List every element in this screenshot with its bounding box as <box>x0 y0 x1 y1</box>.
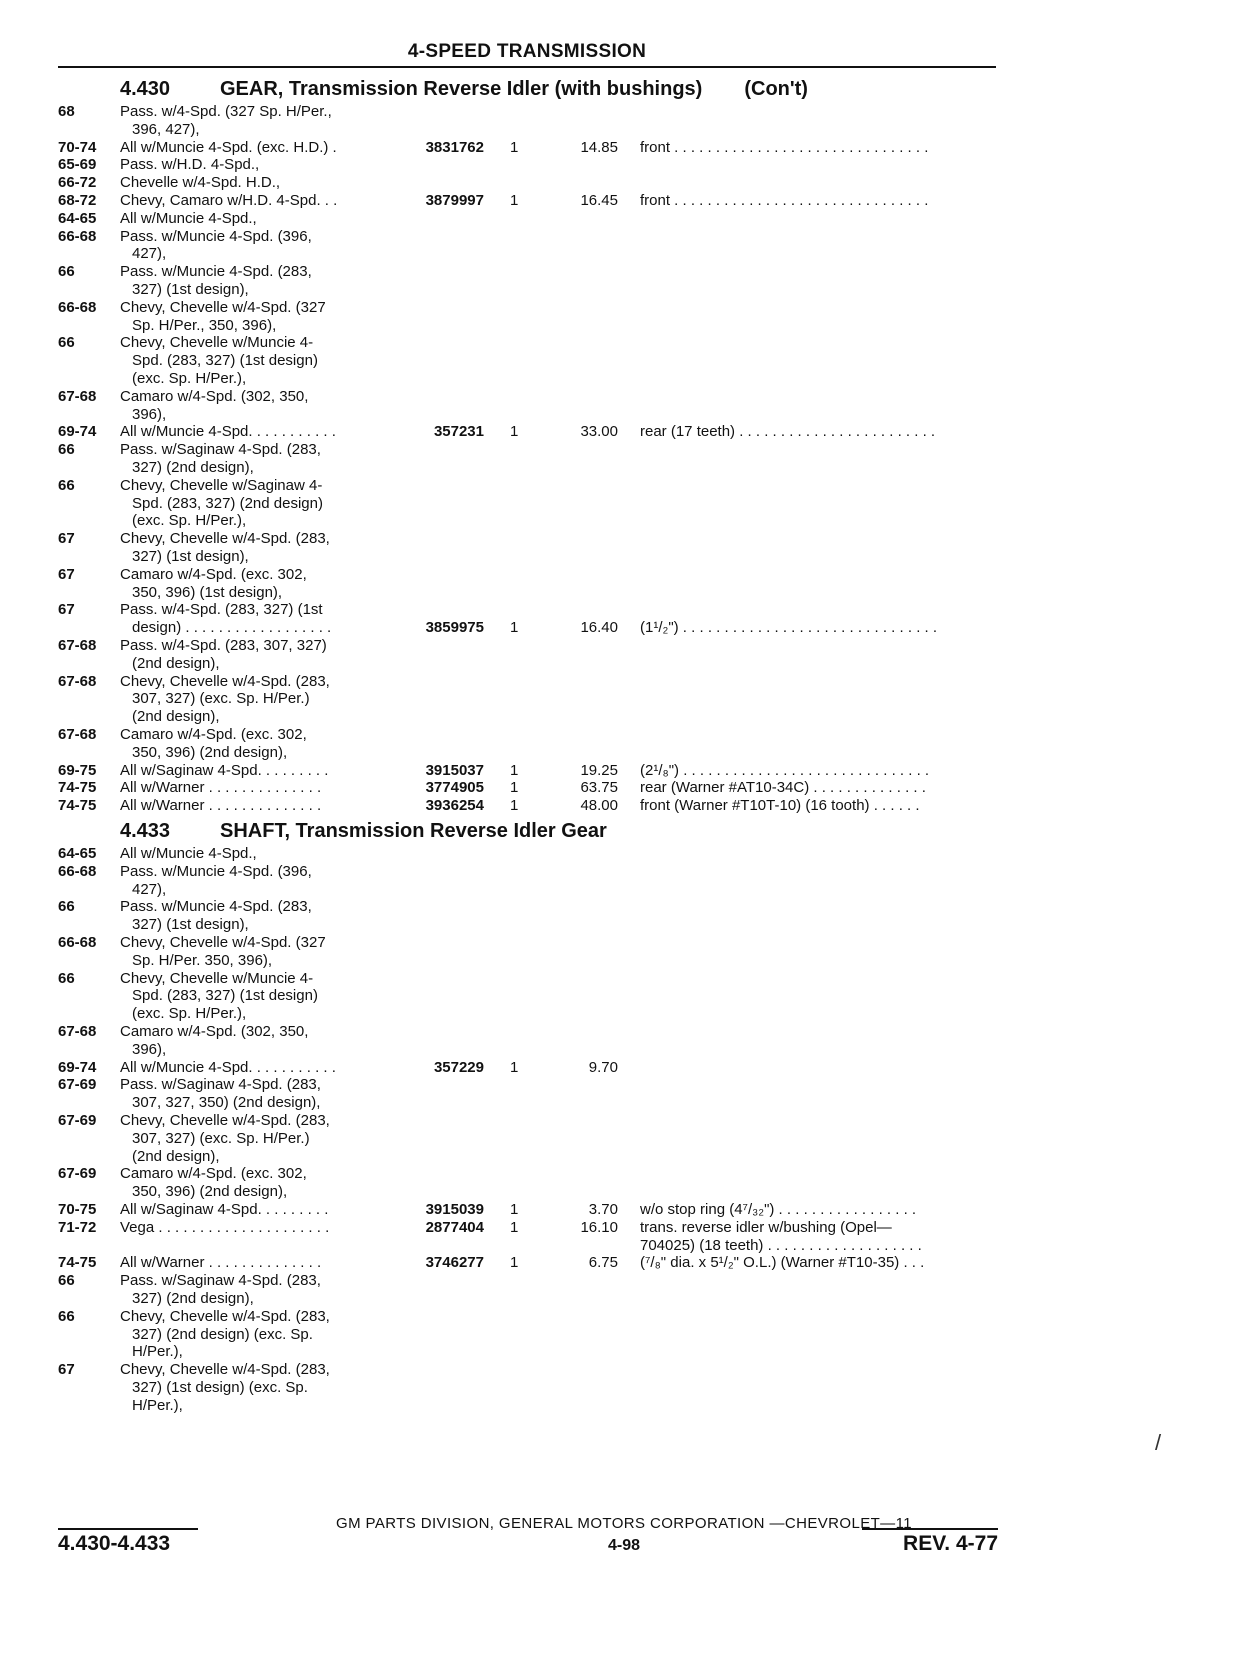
table-row <box>58 459 998 477</box>
note: front . . . . . . . . . . . . . . . . . . . . . . . . . . . . . . . <box>640 138 929 156</box>
application-description: Chevy, Chevelle w/4-Spd. (283, <box>120 530 330 548</box>
footer-page-number: 4-98 <box>607 1537 641 1554</box>
table-row <box>58 156 998 174</box>
application-description: Camaro w/4-Spd. (exc. 302, <box>120 1165 307 1183</box>
table-row <box>58 673 998 691</box>
year-range: 66 <box>58 476 75 494</box>
table-row <box>58 1379 998 1397</box>
table-row <box>58 934 998 952</box>
application-description: Camaro w/4-Spd. (302, 350, <box>120 1023 309 1040</box>
part-number: 3915039 <box>425 1201 484 1218</box>
table-row <box>58 441 998 459</box>
year-range: 67-68 <box>58 637 97 654</box>
quantity: 1 <box>510 1201 519 1218</box>
application-description: Chevy, Chevelle w/4-Spd. (283, <box>120 672 330 690</box>
table-row <box>58 495 998 513</box>
year-range: 67-69 <box>58 1112 97 1129</box>
price: 16.10 <box>580 1218 618 1236</box>
table-row <box>58 334 998 352</box>
section-title: SHAFT, Transmission Reverse Idler Gear <box>220 820 607 842</box>
year-range: 74-75 <box>58 1254 97 1272</box>
table-row <box>58 263 998 281</box>
table-row <box>58 174 998 192</box>
price: 33.00 <box>580 423 618 441</box>
year-range: 69-75 <box>58 761 97 779</box>
application-description: Chevy, Camaro w/H.D. 4-Spd. . . <box>120 192 338 209</box>
table-row <box>58 530 998 548</box>
table-row <box>58 388 998 406</box>
application-description: Chevy, Chevelle w/4-Spd. (283, <box>120 1361 330 1379</box>
table-row <box>58 423 998 441</box>
table-row <box>58 881 998 899</box>
quantity: 1 <box>510 797 519 815</box>
application-description: Chevy, Chevelle w/Muncie 4- <box>120 334 314 352</box>
table-row <box>58 1272 998 1290</box>
application-description: H/Per.), <box>132 1396 183 1414</box>
application-description: Pass. w/Muncie 4-Spd. (283, <box>120 898 312 916</box>
application-description: Camaro w/4-Spd. (exc. 302, <box>120 565 307 583</box>
note: (⁷/₈" dia. x 5¹/₂" O.L.) (Warner #T10-35) . . . <box>640 1254 925 1272</box>
note: (2¹/₈") . . . . . . . . . . . . . . . . . . . . . . . . . . . . . . <box>640 761 930 779</box>
year-range: 66 <box>58 898 75 916</box>
application-description: Pass. w/Saginaw 4-Spd. (283, <box>120 1076 321 1094</box>
year-range: 65-69 <box>58 156 97 174</box>
part-number: 3936254 <box>425 797 484 815</box>
note: (1¹/₂") . . . . . . . . . . . . . . . . . . . . . . . . . . . . . . . <box>640 619 938 637</box>
application-description: Camaro w/4-Spd. (exc. 302, <box>120 726 307 743</box>
application-description: All w/Warner . . . . . . . . . . . . . . <box>120 779 322 797</box>
application-description: 350, 396) (2nd design), <box>132 1183 288 1201</box>
year-range: 69-74 <box>58 423 97 441</box>
part-number: 3831762 <box>425 138 484 156</box>
section-heading-4430 <box>120 78 808 101</box>
year-range: 67-68 <box>58 387 97 405</box>
section-title: GEAR, Transmission Reverse Idler (with bushings) <box>220 78 703 100</box>
application-description: Chevy, Chevelle w/Saginaw 4- <box>120 476 323 494</box>
part-number: 3774905 <box>425 779 484 797</box>
year-range: 67-68 <box>58 1023 97 1040</box>
table-row <box>58 477 998 495</box>
price: 63.75 <box>580 779 618 797</box>
table-row <box>58 1148 998 1166</box>
table-row <box>58 1130 998 1148</box>
application-description: 427), <box>132 245 167 263</box>
footer-corporation: GM PARTS DIVISION, GENERAL MOTORS CORPORATION —CHEVROLET—11 <box>336 1515 912 1532</box>
table-row <box>58 103 998 121</box>
section-continued: (Con't) <box>744 78 808 100</box>
application-description: All w/Warner . . . . . . . . . . . . . . <box>120 797 322 815</box>
table-row <box>58 952 998 970</box>
table-row <box>58 637 998 655</box>
table-row <box>58 245 998 263</box>
year-range: 67 <box>58 530 75 548</box>
table-row <box>58 1308 998 1326</box>
application-description: Chevy, Chevelle w/4-Spd. (327 <box>120 298 326 316</box>
table-row <box>58 1361 998 1379</box>
application-description: Chevy, Chevelle w/4-Spd. (327 <box>120 934 326 951</box>
table-row <box>58 916 998 934</box>
table-row <box>58 228 998 246</box>
application-description: (exc. Sp. H/Per.), <box>132 512 247 530</box>
note: w/o stop ring (4⁷/₃₂") . . . . . . . . . . . . . . . . . <box>640 1201 917 1218</box>
margin-mark: / <box>1155 1430 1162 1455</box>
application-description: Pass. w/Muncie 4-Spd. (283, <box>120 263 312 281</box>
application-description: All w/Saginaw 4-Spd. . . . . . . . . <box>120 761 329 779</box>
application-description: 307, 327) (exc. Sp. H/Per.) <box>132 690 310 708</box>
footer-rule-right <box>862 1528 998 1530</box>
table-row <box>58 1237 998 1255</box>
table-row <box>58 1023 998 1041</box>
quantity: 1 <box>510 423 519 441</box>
table-row <box>58 317 998 335</box>
year-range: 70-75 <box>58 1201 97 1218</box>
footer-section-range: 4.430-4.433 <box>58 1532 171 1555</box>
table-row <box>58 690 998 708</box>
year-range: 74-75 <box>58 797 97 815</box>
note: front . . . . . . . . . . . . . . . . . . . . . . . . . . . . . . . <box>640 192 929 209</box>
year-range: 66-68 <box>58 934 97 951</box>
application-description: All w/Muncie 4-Spd., <box>120 845 257 862</box>
application-description: design) . . . . . . . . . . . . . . . . . . <box>132 619 332 637</box>
year-range: 71-72 <box>58 1218 97 1236</box>
year-range: 67-69 <box>58 1165 97 1183</box>
table-row <box>58 352 998 370</box>
application-description: Chevy, Chevelle w/Muncie 4- <box>120 969 314 987</box>
table-row <box>58 1290 998 1308</box>
quantity: 1 <box>510 619 519 637</box>
application-description: Chevelle w/4-Spd. H.D., <box>120 174 281 192</box>
application-description: 396), <box>132 405 167 423</box>
year-range: 66 <box>58 263 75 281</box>
table-row <box>58 779 998 797</box>
quantity: 1 <box>510 138 519 156</box>
table-row <box>58 845 998 863</box>
section-heading-4433 <box>120 820 607 843</box>
quantity: 1 <box>510 1058 519 1076</box>
table-row <box>58 1326 998 1344</box>
year-range: 68 <box>58 103 75 120</box>
application-description: (exc. Sp. H/Per.), <box>132 1005 247 1023</box>
application-description: 327) (2nd design) (exc. Sp. <box>132 1325 313 1343</box>
table-row <box>58 548 998 566</box>
year-range: 66 <box>58 1307 75 1325</box>
quantity: 1 <box>510 192 519 209</box>
year-range: 68-72 <box>58 192 97 209</box>
quantity: 1 <box>510 1218 519 1236</box>
quantity: 1 <box>510 779 519 797</box>
year-range: 67-68 <box>58 672 97 690</box>
application-description: H/Per.), <box>132 1343 183 1361</box>
table-row <box>58 726 998 744</box>
application-description: Spd. (283, 327) (1st design) <box>132 352 318 370</box>
application-description: All w/Muncie 4-Spd., <box>120 209 257 227</box>
table-row <box>58 1041 998 1059</box>
application-description: Pass. w/4-Spd. (283, 327) (1st <box>120 601 323 619</box>
year-range: 70-74 <box>58 138 97 156</box>
table-row <box>58 708 998 726</box>
application-description: 327) (1st design), <box>132 548 249 565</box>
price: 14.85 <box>580 138 618 156</box>
application-description: 327) (1st design), <box>132 916 249 934</box>
quantity: 1 <box>510 1254 519 1272</box>
table-row <box>58 139 998 157</box>
table-row <box>58 192 998 210</box>
price: 6.75 <box>588 1254 618 1272</box>
quantity: 1 <box>510 761 519 779</box>
application-description: Pass. w/4-Spd. (283, 307, 327) <box>120 637 327 654</box>
table-row <box>58 1183 998 1201</box>
footer-revision: REV. 4-77 <box>903 1532 998 1555</box>
table-row <box>58 987 998 1005</box>
price: 16.45 <box>580 192 618 209</box>
table-row <box>58 898 998 916</box>
year-range: 66 <box>58 1272 75 1290</box>
year-range: 66 <box>58 969 75 987</box>
table-row <box>58 1397 998 1415</box>
application-description: 350, 396) (1st design), <box>132 583 283 601</box>
year-range: 74-75 <box>58 779 97 797</box>
application-description: Pass. w/Muncie 4-Spd. (396, <box>120 862 312 880</box>
application-description: 307, 327, 350) (2nd design), <box>132 1094 321 1112</box>
table-row <box>58 1059 998 1077</box>
page-title: 4-SPEED TRANSMISSION <box>58 40 996 68</box>
application-description: Pass. w/Saginaw 4-Spd. (283, <box>120 441 321 459</box>
application-description: Pass. w/4-Spd. (327 Sp. H/Per., <box>120 103 332 120</box>
application-description: (2nd design), <box>132 1147 220 1165</box>
application-description: Pass. w/Saginaw 4-Spd. (283, <box>120 1272 321 1290</box>
table-row <box>58 299 998 317</box>
application-description: 327) (1st design) (exc. Sp. <box>132 1379 308 1396</box>
note: 704025) (18 teeth) . . . . . . . . . . . . . . . . . . . <box>640 1236 922 1254</box>
application-description: 427), <box>132 880 167 898</box>
year-range: 66-72 <box>58 174 97 192</box>
note: front (Warner #T10T-10) (16 tooth) . . . . . . <box>640 797 920 815</box>
note: rear (17 teeth) . . . . . . . . . . . . . . . . . . . . . . . . <box>640 423 936 441</box>
application-description: All w/Muncie 4-Spd. (exc. H.D.) . <box>120 138 337 156</box>
application-description: All w/Warner . . . . . . . . . . . . . . <box>120 1254 322 1272</box>
table-row <box>58 655 998 673</box>
application-description: 396, 427), <box>132 120 200 138</box>
year-range: 66-68 <box>58 298 97 316</box>
application-description: Pass. w/Muncie 4-Spd. (396, <box>120 227 312 245</box>
table-row <box>58 121 998 139</box>
year-range: 66-68 <box>58 862 97 880</box>
table-row <box>58 744 998 762</box>
table-row <box>58 281 998 299</box>
application-description: Sp. H/Per., 350, 396), <box>132 316 277 334</box>
part-number: 357229 <box>433 1058 484 1076</box>
part-number: 3915037 <box>425 761 484 779</box>
application-description: (2nd design), <box>132 654 220 672</box>
table-row <box>58 1005 998 1023</box>
year-range: 66 <box>58 334 75 352</box>
application-description: Sp. H/Per. 350, 396), <box>132 951 273 969</box>
table-row <box>58 1201 998 1219</box>
section-number: 4.430 <box>120 78 171 100</box>
note: trans. reverse idler w/bushing (Opel— <box>640 1218 892 1236</box>
application-description: Spd. (283, 327) (2nd design) <box>132 494 323 512</box>
table-row <box>58 1112 998 1130</box>
application-description: Chevy, Chevelle w/4-Spd. (283, <box>120 1307 330 1325</box>
application-description: Chevy, Chevelle w/4-Spd. (283, <box>120 1112 330 1129</box>
table-row <box>58 370 998 388</box>
table-row <box>58 512 998 530</box>
application-description: 327) (2nd design), <box>132 1290 254 1307</box>
application-description: Pass. w/H.D. 4-Spd., <box>120 156 260 174</box>
part-number: 2877404 <box>425 1218 484 1236</box>
application-description: 350, 396) (2nd design), <box>132 743 288 761</box>
application-description: 396), <box>132 1040 167 1058</box>
application-description: 307, 327) (exc. Sp. H/Per.) <box>132 1129 310 1147</box>
price: 3.70 <box>588 1201 618 1218</box>
table-row <box>58 601 998 619</box>
year-range: 67-69 <box>58 1076 97 1094</box>
part-number: 357231 <box>433 423 484 441</box>
application-description: Vega . . . . . . . . . . . . . . . . . . . . . <box>120 1218 330 1236</box>
table-row <box>58 1254 998 1272</box>
application-description: Spd. (283, 327) (1st design) <box>132 987 318 1005</box>
price: 9.70 <box>588 1058 618 1076</box>
application-description: All w/Muncie 4-Spd. . . . . . . . . . . <box>120 1058 336 1076</box>
table-row <box>58 1094 998 1112</box>
price: 19.25 <box>580 761 618 779</box>
part-number: 3746277 <box>425 1254 484 1272</box>
application-description: 327) (1st design), <box>132 281 249 298</box>
table-row <box>58 1343 998 1361</box>
note: rear (Warner #AT10-34C) . . . . . . . . . . . . . . <box>640 779 926 797</box>
year-range: 67 <box>58 565 75 583</box>
table-row <box>58 210 998 228</box>
part-number: 3859975 <box>425 619 484 637</box>
table-row <box>58 1219 998 1237</box>
table-row <box>58 566 998 584</box>
table-row <box>58 762 998 780</box>
year-range: 69-74 <box>58 1058 97 1076</box>
year-range: 64-65 <box>58 845 97 862</box>
application-description: 327) (2nd design), <box>132 459 254 476</box>
year-range: 64-65 <box>58 209 97 227</box>
table-row <box>58 1076 998 1094</box>
year-range: 67-68 <box>58 726 97 743</box>
application-description: Camaro w/4-Spd. (302, 350, <box>120 387 309 405</box>
part-number: 3879997 <box>425 192 484 209</box>
year-range: 67 <box>58 1361 75 1379</box>
application-description: All w/Muncie 4-Spd. . . . . . . . . . . <box>120 423 336 441</box>
application-description: (exc. Sp. H/Per.), <box>132 370 247 387</box>
year-range: 67 <box>58 601 75 619</box>
section-number: 4.433 <box>120 820 171 842</box>
table-row <box>58 970 998 988</box>
price: 48.00 <box>580 797 618 815</box>
table-row <box>58 1165 998 1183</box>
year-range: 66 <box>58 441 75 459</box>
table-row <box>58 584 998 602</box>
table-row <box>58 406 998 424</box>
year-range: 66-68 <box>58 227 97 245</box>
application-description: All w/Saginaw 4-Spd. . . . . . . . . <box>120 1201 329 1218</box>
table-row <box>58 797 998 815</box>
table-row <box>58 863 998 881</box>
table-row <box>58 619 998 637</box>
application-description: (2nd design), <box>132 708 220 726</box>
price: 16.40 <box>580 619 618 637</box>
